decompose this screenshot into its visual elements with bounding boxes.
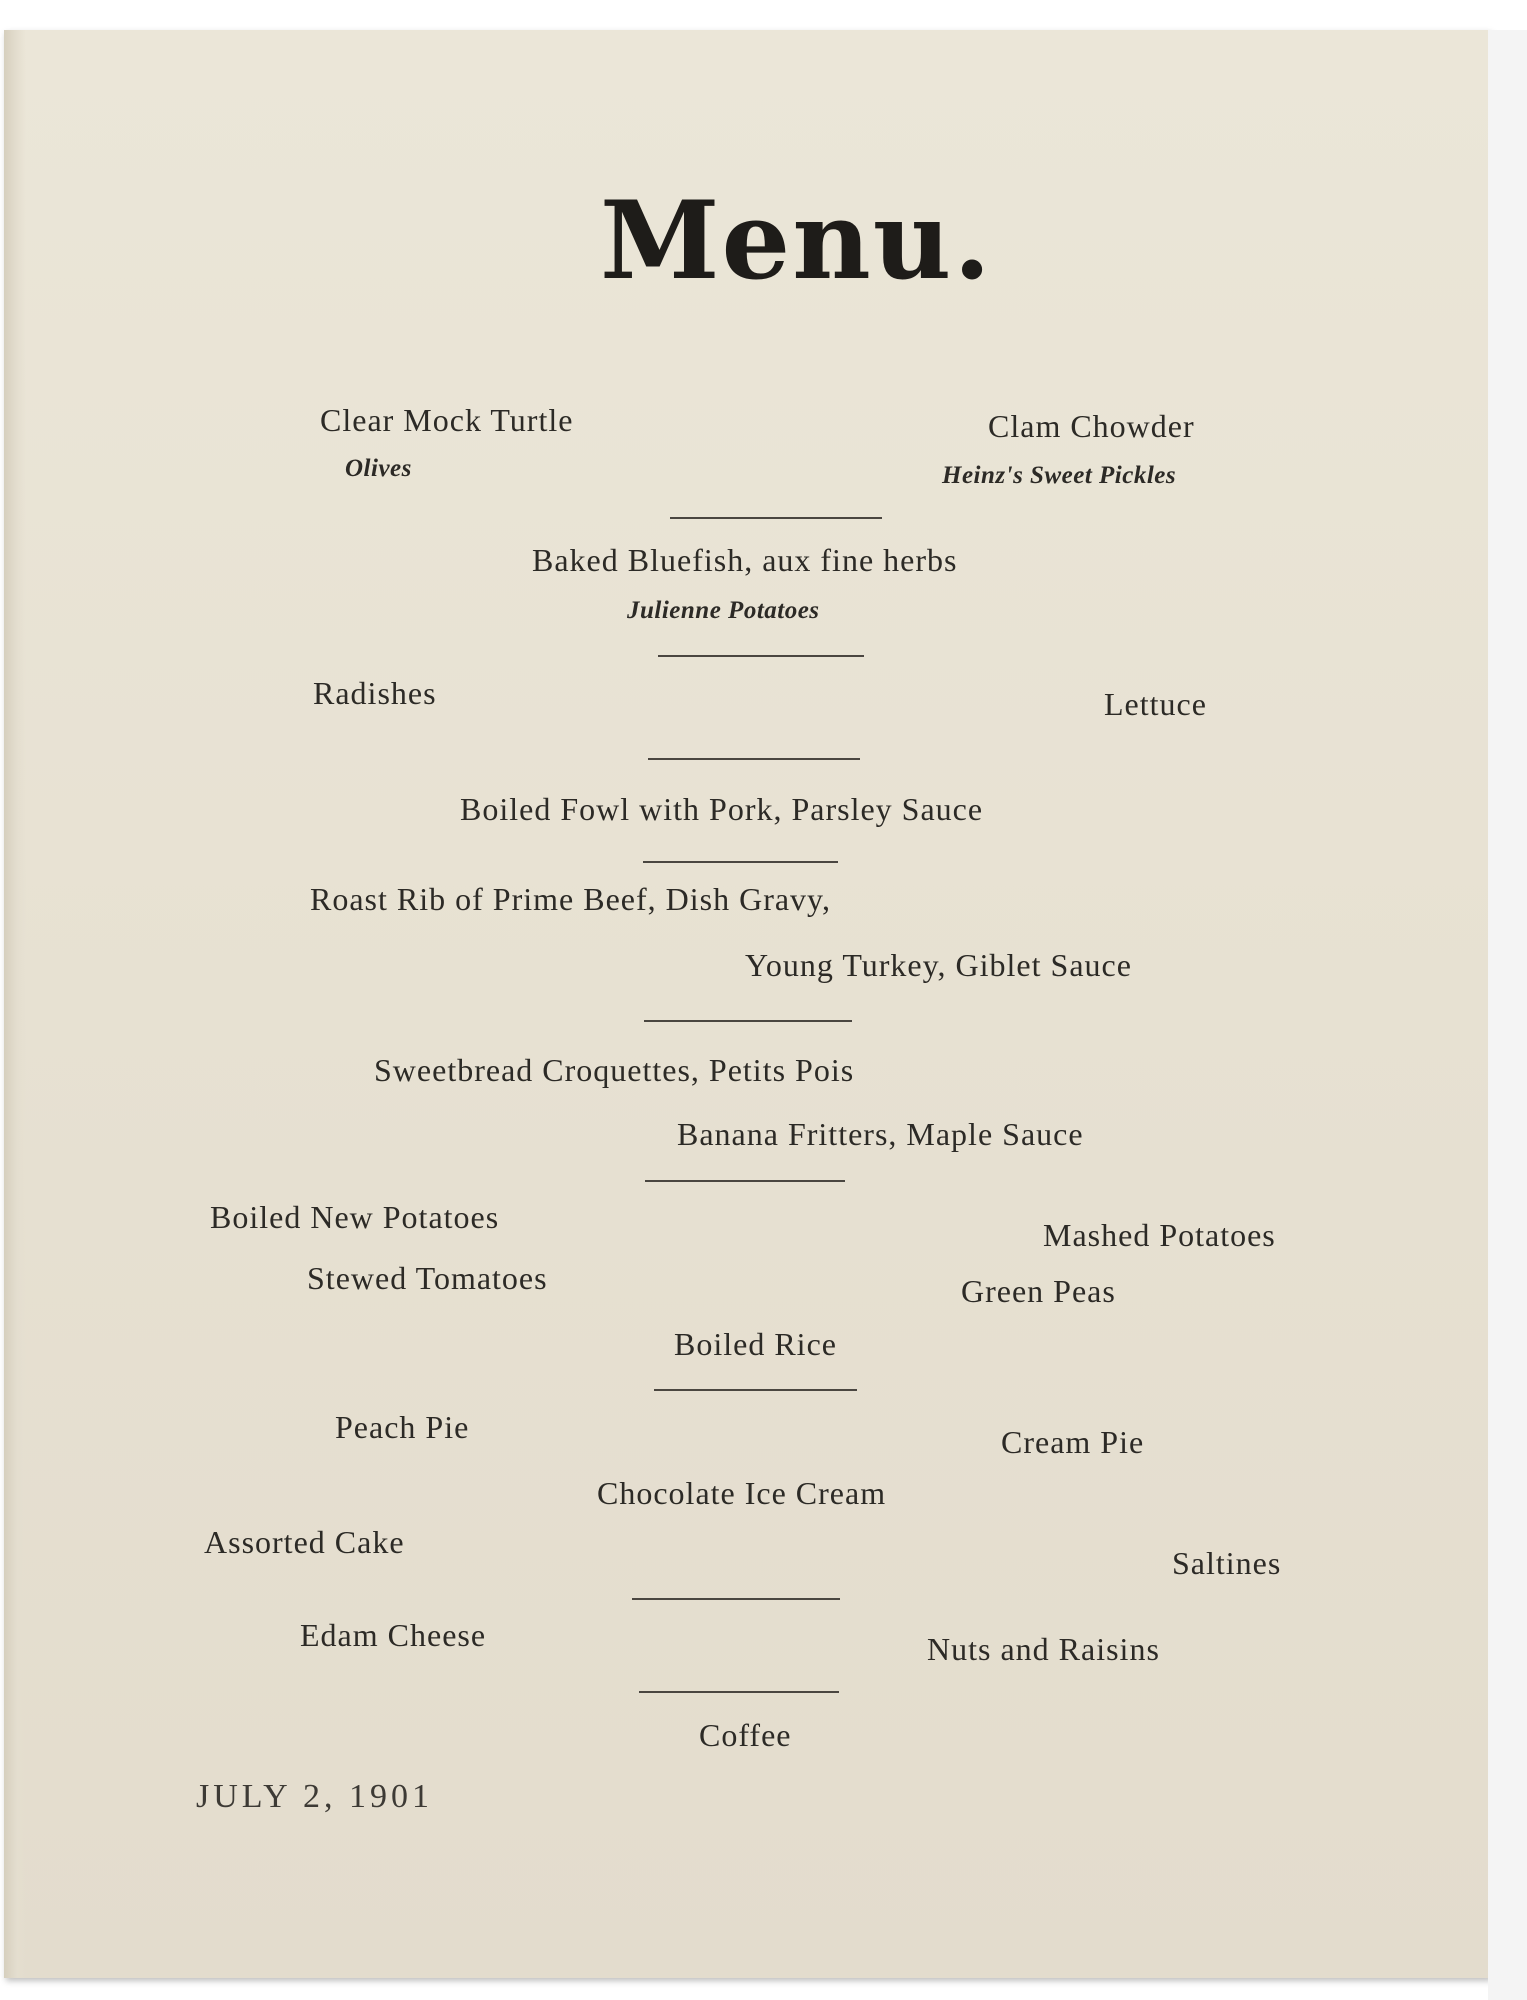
menu-title: Menu. [600,178,993,304]
clam-chowder: Clam Chowder [988,408,1195,444]
divider [658,655,864,657]
peach-pie: Peach Pie [335,1409,470,1445]
stewed-tomatoes: Stewed Tomatoes [307,1260,548,1296]
assorted-cake: Assorted Cake [204,1524,405,1560]
baked-bluefish: Baked Bluefish, aux fine herbs [532,542,958,578]
roast-rib: Roast Rib of Prime Beef, Dish Gravy, [310,881,831,917]
lettuce: Lettuce [1104,686,1207,722]
heinz-sweet-pickles: Heinz's Sweet Pickles [942,462,1177,489]
background [1488,30,1527,2000]
divider [632,1598,840,1600]
divider [639,1691,839,1693]
divider [654,1389,857,1391]
banana-fritters: Banana Fritters, Maple Sauce [677,1116,1084,1152]
menu-card [4,30,1490,1978]
cream-pie: Cream Pie [1001,1424,1145,1460]
menu-date: JULY 2, 1901 [196,1778,433,1815]
divider [643,861,838,863]
coffee: Coffee [699,1717,792,1753]
chocolate-ice-cream: Chocolate Ice Cream [597,1475,887,1511]
radishes: Radishes [313,675,437,711]
olives: Olives [345,455,412,482]
nuts-and-raisins: Nuts and Raisins [927,1631,1160,1667]
edam-cheese: Edam Cheese [300,1617,487,1653]
divider [648,758,860,760]
card-fold [4,30,26,1978]
boiled-rice: Boiled Rice [674,1326,837,1362]
divider [645,1180,845,1182]
mashed-potatoes: Mashed Potatoes [1043,1217,1276,1253]
sweetbread-croquettes: Sweetbread Croquettes, Petits Pois [374,1052,855,1088]
boiled-fowl: Boiled Fowl with Pork, Parsley Sauce [460,791,984,827]
green-peas: Green Peas [961,1273,1116,1309]
boiled-new-potatoes: Boiled New Potatoes [210,1199,500,1235]
divider [644,1020,852,1022]
julienne-potatoes: Julienne Potatoes [627,597,820,624]
saltines: Saltines [1172,1545,1282,1581]
clear-mock-turtle: Clear Mock Turtle [320,402,574,438]
divider [670,517,882,519]
young-turkey: Young Turkey, Giblet Sauce [745,947,1132,983]
